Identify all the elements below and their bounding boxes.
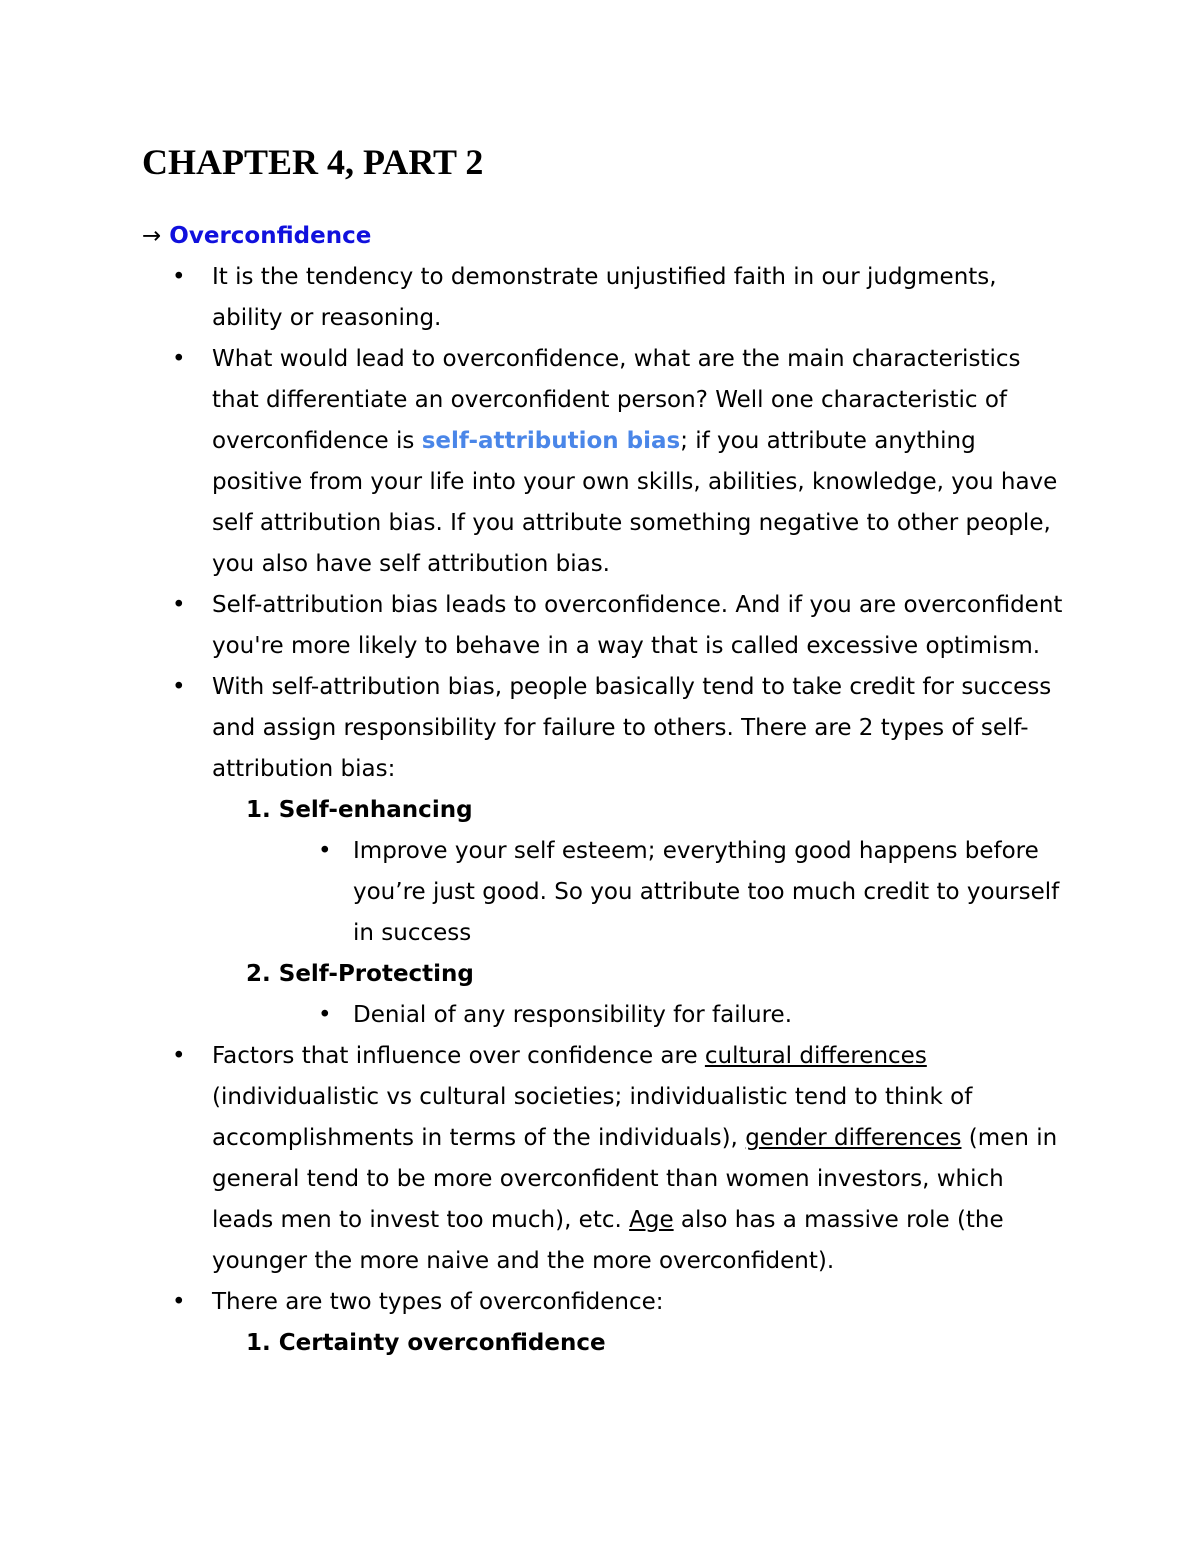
underlined-term: Age	[629, 1207, 674, 1233]
list-item	[142, 667, 1072, 1036]
section-heading	[142, 216, 371, 257]
highlighted-term: self-attribution bias	[421, 428, 681, 454]
content	[142, 257, 1072, 1364]
bullet-text: With self-attribution bias, people basically tend to take credit for success and assign responsibility for failure to others. There are 2 types of self-attribution bias:	[212, 674, 1052, 782]
bullet-text: ; if you attribute anything positive from your life into your own skills, abilities, knowledge, you have self attribution bias. If you attribute something negative to other people, you also have self attribution bias.	[212, 428, 1058, 577]
section-heading-text: Overconfidence	[169, 223, 372, 249]
sub-bullet-text: Denial of any responsibility for failure.	[353, 1002, 793, 1028]
bullet-icon: •	[172, 1043, 186, 1069]
sub-bullet-list	[246, 995, 1072, 1036]
bullet-text: (men in general tend to be more overconfident than women investors, which leads men to invest too much), etc.	[212, 1125, 1058, 1233]
bullet-text: (individualistic vs cultural societies; individualistic tend to think of accomplishments in terms of the individuals),	[212, 1084, 973, 1151]
bullet-text: also has a massive role (the younger the more naive and the more overconfident).	[212, 1207, 1004, 1274]
bullet-icon: •	[318, 1002, 332, 1028]
list-item	[142, 1282, 1072, 1364]
bullet-icon: •	[172, 674, 186, 700]
numbered-item	[212, 790, 1072, 954]
underlined-term: gender differences	[745, 1125, 962, 1151]
bullet-icon: •	[172, 264, 186, 290]
sub-list-item	[246, 995, 1072, 1036]
numbered-list	[212, 790, 1072, 1036]
numbered-item-title: 1. Certainty overconfidence	[246, 1330, 606, 1356]
bullet-icon: •	[318, 838, 332, 864]
page-title: CHAPTER 4, PART 2	[142, 142, 484, 182]
numbered-item-title: 1. Self-enhancing	[246, 797, 473, 823]
bullet-text: Factors that influence over confidence are	[212, 1043, 705, 1069]
list-item	[142, 1036, 1072, 1282]
bullet-text: There are two types of overconfidence:	[212, 1289, 664, 1315]
bullet-text: It is the tendency to demonstrate unjustified faith in our judgments, ability or reasoning.	[212, 264, 997, 331]
sub-list-item	[246, 831, 1072, 954]
bullet-list	[142, 257, 1072, 1364]
bullet-text: What would lead to overconfidence, what are the main characteristics that differentiate an overconfident person? Well one characteristic of overconfidence is	[212, 346, 1021, 454]
bullet-icon: •	[172, 592, 186, 618]
underlined-term: cultural differences	[704, 1043, 927, 1069]
list-item	[142, 257, 1072, 339]
bullet-text: Self-attribution bias leads to overconfidence. And if you are overconfident you're more likely to behave in a way that is called excessive optimism.	[212, 592, 1063, 659]
numbered-list	[212, 1323, 1072, 1364]
sub-bullet-text: Improve your self esteem; everything good happens before you’re just good. So you attribute too much credit to yourself in success	[353, 838, 1060, 946]
numbered-item	[212, 954, 1072, 1036]
sub-bullet-list	[246, 831, 1072, 954]
numbered-item	[212, 1323, 1072, 1364]
bullet-icon: •	[172, 1289, 186, 1315]
arrow-icon: →	[142, 223, 162, 249]
list-item	[142, 339, 1072, 585]
list-item	[142, 585, 1072, 667]
bullet-icon: •	[172, 346, 186, 372]
numbered-item-title: 2. Self-Protecting	[246, 961, 474, 987]
